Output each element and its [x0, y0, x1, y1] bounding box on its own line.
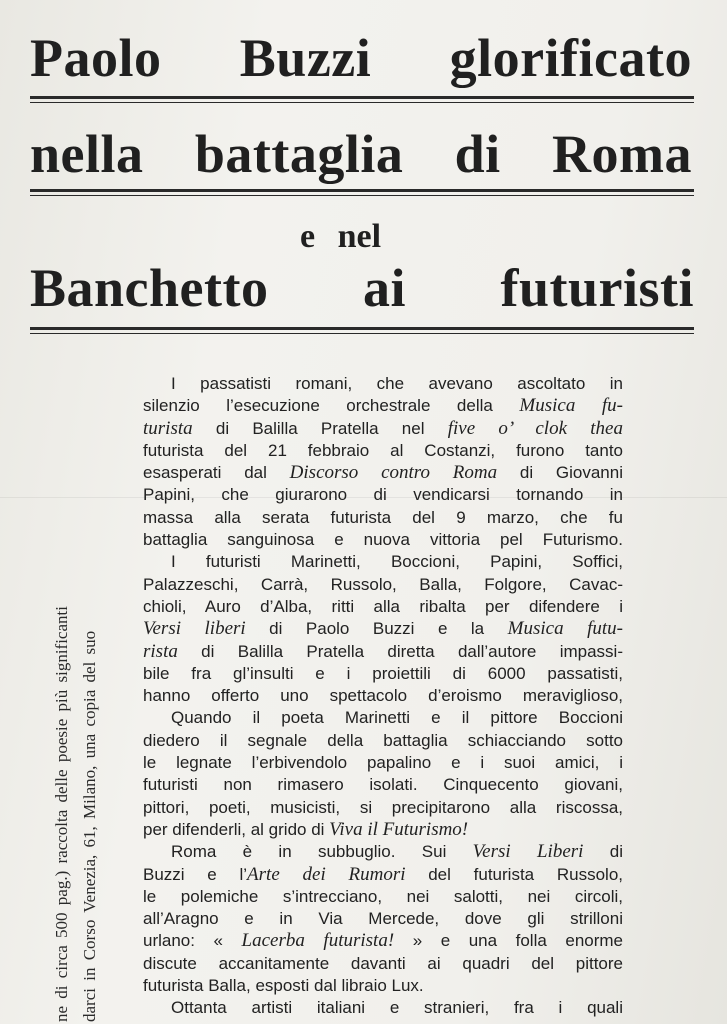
- text-line: [143, 819, 623, 841]
- text-line: [143, 596, 623, 618]
- text-line: [143, 930, 623, 952]
- text-line: [143, 752, 623, 774]
- text-segment: di: [583, 842, 623, 862]
- italic-text: five o’ clok thea: [447, 417, 623, 439]
- text-line: [143, 373, 623, 395]
- text-segment: Quando il poeta Marinetti e il pittore Boccioni: [171, 708, 623, 728]
- text-segment: di Balilla Pratella diretta dall’autore impassi-: [177, 641, 623, 661]
- text-segment: discute accanitamente davanti ai quadri del pittore: [143, 953, 623, 973]
- text-line: [143, 908, 623, 930]
- text-segment: del futurista Russolo,: [405, 864, 623, 884]
- text-segment: chioli, Auro d’Alba, ritti alla ribalta per difendere i: [143, 596, 623, 616]
- text-line: [143, 641, 623, 663]
- text-line: [143, 774, 623, 796]
- double-rule-divider: [30, 189, 694, 196]
- text-segment: di Balilla Pratella nel: [192, 418, 448, 438]
- text-segment: all’Aragno e in Via Mercede, dove gli strilloni: [143, 909, 623, 929]
- double-rule-divider: [30, 327, 694, 334]
- double-rule-divider: [30, 96, 694, 103]
- text-segment: Palazzeschi, Carrà, Russolo, Balla, Folgore, Cavac-: [143, 574, 623, 594]
- headline-line-1: Paolo Buzzi glorificato: [30, 28, 692, 88]
- text-line: [143, 484, 623, 506]
- italic-text: Viva il Futurismo!: [329, 818, 469, 840]
- text-segment: » e una folla enorme: [394, 931, 623, 951]
- text-segment: futurista del 21 febbraio al Costanzi, furono tanto: [143, 440, 623, 460]
- text-segment: le polemiche s’intrecciano, nei salotti, nei circoli,: [143, 886, 623, 906]
- italic-text: Versi Liberi: [472, 841, 584, 863]
- text-segment: silenzio l’esecuzione orchestrale della: [143, 396, 520, 416]
- text-line: [143, 997, 623, 1019]
- text-segment: battaglia sanguinosa e nuova vittoria pel Futurismo.: [143, 530, 623, 550]
- text-segment: massa alla serata futurista del 9 marzo, che fu: [143, 507, 623, 527]
- italic-text: Arte dei Rumori: [247, 863, 406, 885]
- text-segment: di Paolo Buzzi e la: [245, 619, 508, 639]
- headline-connector: e nel: [300, 218, 382, 255]
- text-line: [143, 841, 623, 863]
- text-segment: futuristi non rimasero isolati. Cinquecento giovani,: [143, 775, 623, 795]
- text-line: [143, 663, 623, 685]
- article-body: [143, 373, 623, 1020]
- text-line: [143, 418, 623, 440]
- text-segment: pittori, poeti, musicisti, si precipitarono alla riscossa,: [143, 797, 623, 817]
- text-segment: Roma è in subbuglio. Sui: [171, 842, 473, 862]
- text-segment: per difenderli, al grido di: [143, 819, 330, 839]
- italic-text: Discorso contro Roma: [289, 462, 498, 484]
- italic-text: Musica fu-: [519, 395, 623, 417]
- text-line: [143, 507, 623, 529]
- text-segment: Ottanta artisti italiani e stranieri, fra i quali: [171, 998, 623, 1018]
- text-line: [143, 886, 623, 908]
- text-segment: I futuristi Marinetti, Boccioni, Papini, Soffici,: [171, 552, 623, 572]
- headline-line-2: nella battaglia di Roma: [30, 124, 692, 184]
- text-segment: di Giovanni: [497, 463, 623, 483]
- italic-text: rista: [143, 640, 178, 662]
- text-line: [143, 462, 623, 484]
- text-line: [143, 440, 623, 462]
- text-segment: I passatisti romani, che avevano ascoltato in: [171, 374, 623, 393]
- text-line: [143, 707, 623, 729]
- text-line: [143, 395, 623, 417]
- headline-line-3: Banchetto ai futuristi: [30, 258, 694, 318]
- text-segment: le legnate l’erbivendolo papalino e i suoi amici, i: [143, 753, 623, 773]
- text-segment: Buzzi e l’: [143, 864, 248, 884]
- text-line: [143, 574, 623, 596]
- text-segment: bile fra gl’insulti e i proiettili di 6000 passatisti,: [143, 663, 623, 683]
- text-line: [143, 551, 623, 573]
- text-segment: Papini, che giurarono di vendicarsi tornando in: [143, 485, 623, 505]
- text-line: [143, 953, 623, 975]
- italic-text: Lacerba futurista!: [241, 930, 395, 952]
- text-line: [143, 618, 623, 640]
- italic-text: Musica futu-: [507, 618, 623, 640]
- text-line: [143, 797, 623, 819]
- text-line: [143, 685, 623, 707]
- margin-text-column-1: ne di circa 500 pag.) raccolta delle poesie più significanti: [52, 606, 71, 1022]
- margin-text-column-2: darci in Corso Venezia, 61, Milano, una copia del suo: [80, 630, 99, 1022]
- text-line: [143, 529, 623, 551]
- text-line: [143, 730, 623, 752]
- italic-text: Versi liberi: [143, 618, 246, 640]
- text-segment: futurista Balla, esposti dal libraio Lux.: [143, 976, 424, 996]
- italic-text: turista: [143, 417, 193, 439]
- text-segment: hanno offerto uno spettacolo d’eroismo meraviglioso,: [143, 686, 623, 706]
- text-line: [143, 975, 623, 997]
- text-line: [143, 864, 623, 886]
- text-segment: diedero il segnale della battaglia schiacciando sotto: [143, 730, 623, 750]
- text-segment: urlano: «: [143, 931, 242, 951]
- text-segment: esasperati dal: [143, 463, 290, 483]
